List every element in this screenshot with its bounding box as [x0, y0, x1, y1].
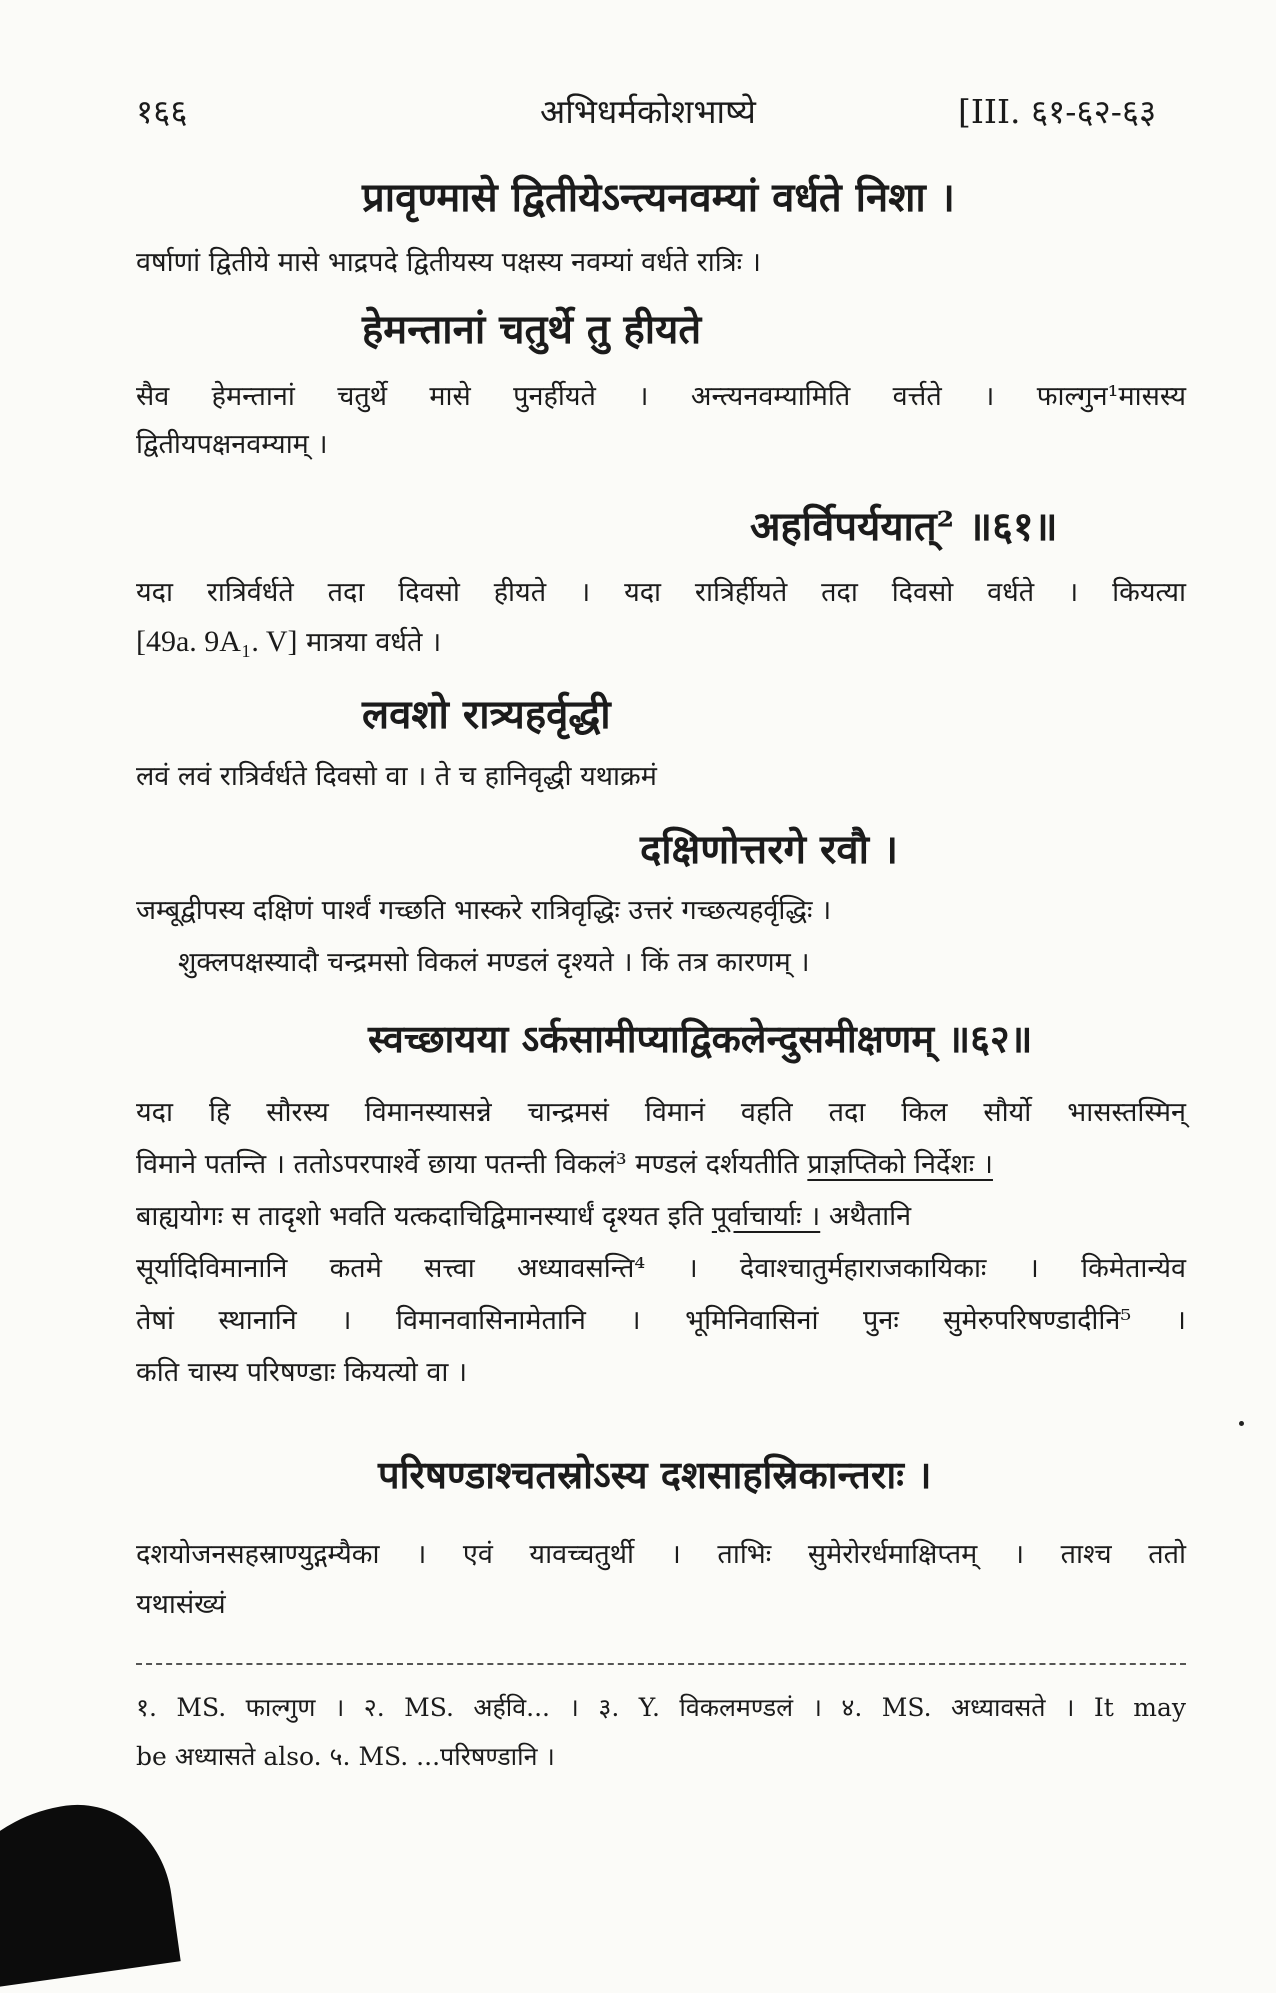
commentary-6-line-3-end: अथैतानि — [828, 1201, 912, 1232]
footnote-line-2: be अध्यासते also. ५. MS. ...परिषण्डानि । — [136, 1742, 555, 1771]
scan-speck — [1239, 1421, 1244, 1426]
footnote-rule — [136, 1663, 1186, 1665]
commentary-4: लवं लवं रात्रिर्वर्धते दिवसो वा । ते च हानिवृद्धी यथाक्रमं — [136, 761, 657, 792]
verse-4: लवशो रात्र्यहर्वृद्धी — [362, 691, 611, 738]
commentary-6-line-4: सूर्यादिविमानानि कतमे सत्त्वा अध्यावसन्ति⁴ । देवाश्चातुर्महाराजकायिकाः । किमेतान्येव — [136, 1253, 1186, 1284]
commentary-5-line-1: जम्बूद्वीपस्य दक्षिणं पार्श्वं गच्छति भास्करे रात्रिवृद्धिः उत्तरं गच्छत्यहर्वृद्धिः । — [136, 895, 832, 926]
commentary-1: वर्षाणां द्वितीये मासे भाद्रपदे द्वितीयस्य पक्षस्य नवम्यां वर्धते रात्रिः । — [136, 247, 761, 278]
running-title: अभिधर्मकोशभाष्ये — [540, 92, 756, 131]
commentary-6-line-2 — [136, 1140, 1186, 1190]
footnote-line-1: १. MS. फाल्गुण । २. MS. अर्हवि... । ३. Y. विकलमण्डलं । ४. MS. अध्यावसते । It may — [136, 1693, 1186, 1722]
verse-3: अहर्विपर्ययात्² ॥६१॥ — [750, 503, 1058, 550]
folio-reference: [49a. 9A₁. V] — [136, 625, 298, 658]
commentary-7-line-2: यथासंख्यं — [136, 1589, 226, 1620]
section-reference: [III. ६१-६२-६३ — [958, 92, 1157, 131]
underlined-term-1: प्राज्ञप्तिको निर्देशः । — [807, 1149, 993, 1180]
commentary-3-text: मात्रया वर्धते । — [306, 627, 442, 658]
commentary-6-line-3 — [136, 1192, 1186, 1242]
commentary-7-line-1: दशयोजनसहस्राण्युद्गम्यैका । एवं यावच्चतुर्थी । ताभिः सुमेरोरर्धमाक्षिप्तम् । ताश्च ततो — [136, 1539, 1186, 1570]
footnotes — [136, 1683, 1186, 1781]
commentary-6-line-3-text: बाह्ययोगः स तादृशो भवति यत्कदाचिद्विमानस्यार्धं दृश्यत इति — [136, 1201, 704, 1232]
verse-1: प्रावृण्मासे द्वितीयेऽन्त्यनवम्यां वर्धते निशा । — [362, 174, 955, 221]
commentary-5-line-2: शुक्लपक्षस्यादौ चन्द्रमसो विकलं मण्डलं दृश्यते । किं तत्र कारणम् । — [178, 947, 810, 978]
commentary-6-line-2-text: विमाने पतन्ति । ततोऽपरपार्श्वे छाया पतन्ती विकलं³ मण्डलं दर्शयतीति — [136, 1149, 799, 1180]
verse-2: हेमन्तानां चतुर्थे तु हीयते — [362, 306, 702, 353]
verse-5: दक्षिणोत्तरगे रवौ । — [640, 826, 899, 873]
page-number: १६६ — [136, 92, 188, 131]
scan-ink-blot — [0, 1793, 181, 1993]
verse-6: स्वच्छायया ऽर्कसामीप्याद्विकलेन्दुसमीक्षणम् ॥६२॥ — [368, 1016, 1033, 1061]
commentary-2-line-1: सैव हेमन्तानां चतुर्थे मासे पुनर्हीयते । अन्त्यनवम्यामिति वर्त्तते । फाल्गुन¹मासस्य — [136, 381, 1186, 412]
commentary-3-line-2 — [136, 617, 1186, 668]
commentary-6-line-5: तेषां स्थानानि । विमानवासिनामेतानि । भूमिनिवासिनां पुनः सुमेरुपरिषण्डादीनि⁵ । — [136, 1305, 1186, 1336]
commentary-3-line-1: यदा रात्रिर्वर्धते तदा दिवसो हीयते । यदा रात्रिर्हीयते तदा दिवसो वर्धते । कियत्या — [136, 577, 1186, 608]
commentary-2-line-2: द्वितीयपक्षनवम्याम् । — [136, 429, 328, 460]
commentary-6-line-1: यदा हि सौरस्य विमानस्यासन्ने चान्द्रमसं विमानं वहति तदा किल सौर्यो भासस्तस्मिन् — [136, 1097, 1186, 1128]
commentary-6-line-6: कति चास्य परिषण्डाः कियत्यो वा । — [136, 1357, 468, 1388]
verse-7: परिषण्डाश्चतस्रोऽस्य दशसाहस्रिकान्तराः । — [378, 1452, 932, 1497]
underlined-term-2: पूर्वाचार्याः । — [711, 1201, 821, 1232]
